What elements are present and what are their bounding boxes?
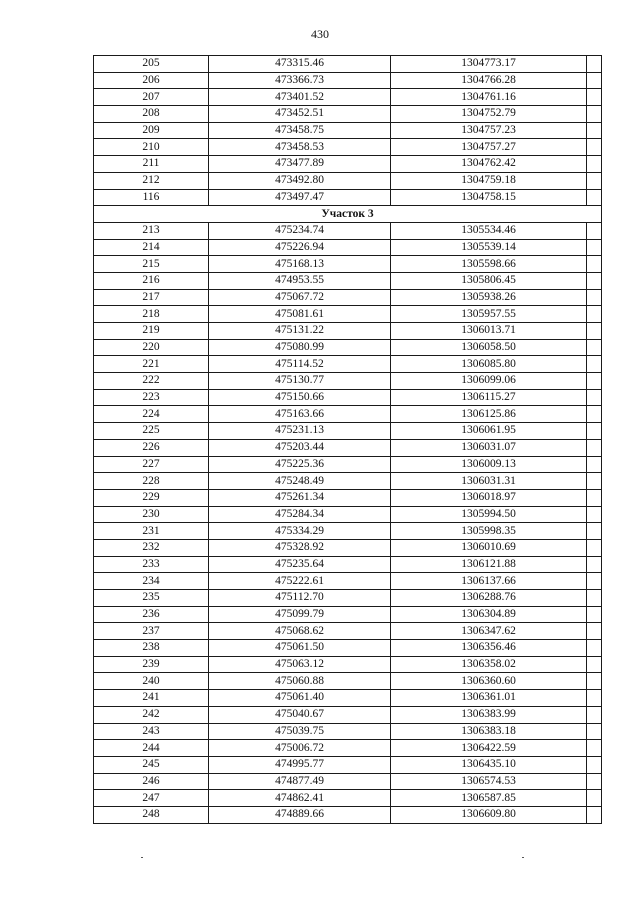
empty-cell	[587, 539, 602, 556]
x-coordinate-cell: 473477.89	[209, 156, 391, 173]
x-coordinate-cell: 473315.46	[209, 56, 391, 73]
section-header-row	[94, 206, 602, 223]
y-coordinate-cell: 1306361.01	[391, 690, 587, 707]
empty-cell	[587, 506, 602, 523]
y-coordinate-cell: 1306574.53	[391, 773, 587, 790]
empty-cell	[587, 156, 602, 173]
y-coordinate-cell: 1306018.97	[391, 489, 587, 506]
page-number: 430	[311, 27, 329, 41]
point-number-cell: 209	[94, 122, 209, 139]
table-row	[94, 706, 602, 723]
table-row	[94, 256, 602, 273]
point-number-cell: 216	[94, 272, 209, 289]
point-number-cell: 207	[94, 89, 209, 106]
y-coordinate-cell: 1306031.07	[391, 439, 587, 456]
point-number-cell: 227	[94, 456, 209, 473]
point-number-cell: 231	[94, 523, 209, 540]
point-number-cell: 215	[94, 256, 209, 273]
y-coordinate-cell: 1304762.42	[391, 156, 587, 173]
y-coordinate-cell: 1304758.15	[391, 189, 587, 206]
scan-speck	[522, 857, 524, 858]
x-coordinate-cell: 475328.92	[209, 539, 391, 556]
empty-cell	[587, 606, 602, 623]
x-coordinate-cell: 475081.61	[209, 306, 391, 323]
point-number-cell: 225	[94, 423, 209, 440]
y-coordinate-cell: 1306121.88	[391, 556, 587, 573]
point-number-cell: 206	[94, 72, 209, 89]
table-row	[94, 89, 602, 106]
empty-cell	[587, 272, 602, 289]
x-coordinate-cell: 475067.72	[209, 289, 391, 306]
x-coordinate-cell: 475080.99	[209, 339, 391, 356]
x-coordinate-cell: 475234.74	[209, 222, 391, 239]
table-row	[94, 289, 602, 306]
x-coordinate-cell: 475226.94	[209, 239, 391, 256]
point-number-cell: 243	[94, 723, 209, 740]
table-row	[94, 523, 602, 540]
empty-cell	[587, 573, 602, 590]
x-coordinate-cell: 475114.52	[209, 356, 391, 373]
y-coordinate-cell: 1306347.62	[391, 623, 587, 640]
empty-cell	[587, 406, 602, 423]
y-coordinate-cell: 1306013.71	[391, 323, 587, 340]
x-coordinate-cell: 475061.40	[209, 690, 391, 707]
point-number-cell: 228	[94, 473, 209, 490]
x-coordinate-cell: 475163.66	[209, 406, 391, 423]
x-coordinate-cell: 473458.53	[209, 139, 391, 156]
x-coordinate-cell: 475061.50	[209, 640, 391, 657]
x-coordinate-cell: 475203.44	[209, 439, 391, 456]
point-number-cell: 246	[94, 773, 209, 790]
point-number-cell: 214	[94, 239, 209, 256]
x-coordinate-cell: 473492.80	[209, 172, 391, 189]
table-row	[94, 106, 602, 123]
y-coordinate-cell: 1304766.28	[391, 72, 587, 89]
y-coordinate-cell: 1306031.31	[391, 473, 587, 490]
y-coordinate-cell: 1306587.85	[391, 790, 587, 807]
empty-cell	[587, 239, 602, 256]
point-number-cell: 234	[94, 573, 209, 590]
y-coordinate-cell: 1305938.26	[391, 289, 587, 306]
table-row	[94, 556, 602, 573]
table-row	[94, 590, 602, 607]
empty-cell	[587, 806, 602, 823]
x-coordinate-cell: 474862.41	[209, 790, 391, 807]
x-coordinate-cell: 473458.75	[209, 122, 391, 139]
table-row	[94, 606, 602, 623]
x-coordinate-cell: 475225.36	[209, 456, 391, 473]
point-number-cell: 213	[94, 222, 209, 239]
point-number-cell: 238	[94, 640, 209, 657]
x-coordinate-cell: 475261.34	[209, 489, 391, 506]
table-row	[94, 473, 602, 490]
x-coordinate-cell: 474889.66	[209, 806, 391, 823]
y-coordinate-cell: 1305534.46	[391, 222, 587, 239]
point-number-cell: 237	[94, 623, 209, 640]
table-row	[94, 222, 602, 239]
point-number-cell: 248	[94, 806, 209, 823]
table-row	[94, 573, 602, 590]
y-coordinate-cell: 1306609.80	[391, 806, 587, 823]
table-row	[94, 389, 602, 406]
table-row	[94, 806, 602, 823]
empty-cell	[587, 740, 602, 757]
y-coordinate-cell: 1306435.10	[391, 756, 587, 773]
point-number-cell: 217	[94, 289, 209, 306]
y-coordinate-cell: 1305994.50	[391, 506, 587, 523]
point-number-cell: 211	[94, 156, 209, 173]
empty-cell	[587, 773, 602, 790]
x-coordinate-cell: 475235.64	[209, 556, 391, 573]
empty-cell	[587, 790, 602, 807]
table-row	[94, 756, 602, 773]
empty-cell	[587, 56, 602, 73]
y-coordinate-cell: 1306288.76	[391, 590, 587, 607]
y-coordinate-cell: 1306061.95	[391, 423, 587, 440]
empty-cell	[587, 590, 602, 607]
x-coordinate-cell: 475068.62	[209, 623, 391, 640]
point-number-cell: 219	[94, 323, 209, 340]
empty-cell	[587, 556, 602, 573]
empty-cell	[587, 456, 602, 473]
y-coordinate-cell: 1306115.27	[391, 389, 587, 406]
empty-cell	[587, 339, 602, 356]
y-coordinate-cell: 1306383.18	[391, 723, 587, 740]
table-row	[94, 656, 602, 673]
point-number-cell: 232	[94, 539, 209, 556]
point-number-cell: 247	[94, 790, 209, 807]
y-coordinate-cell: 1306422.59	[391, 740, 587, 757]
y-coordinate-cell: 1305598.66	[391, 256, 587, 273]
point-number-cell: 241	[94, 690, 209, 707]
x-coordinate-cell: 474953.55	[209, 272, 391, 289]
empty-cell	[587, 756, 602, 773]
table-row	[94, 189, 602, 206]
empty-cell	[587, 106, 602, 123]
table-row	[94, 439, 602, 456]
table-row	[94, 356, 602, 373]
point-number-cell: 212	[94, 172, 209, 189]
y-coordinate-cell: 1305806.45	[391, 272, 587, 289]
table-row	[94, 406, 602, 423]
x-coordinate-cell: 475131.22	[209, 323, 391, 340]
x-coordinate-cell: 475150.66	[209, 389, 391, 406]
table-row	[94, 423, 602, 440]
empty-cell	[587, 473, 602, 490]
y-coordinate-cell: 1306085.80	[391, 356, 587, 373]
y-coordinate-cell: 1306010.69	[391, 539, 587, 556]
y-coordinate-cell: 1306058.50	[391, 339, 587, 356]
y-coordinate-cell: 1304773.17	[391, 56, 587, 73]
table-row	[94, 139, 602, 156]
point-number-cell: 223	[94, 389, 209, 406]
table-row	[94, 623, 602, 640]
table-row	[94, 723, 602, 740]
table-row	[94, 673, 602, 690]
point-number-cell: 245	[94, 756, 209, 773]
point-number-cell: 235	[94, 590, 209, 607]
table-row	[94, 306, 602, 323]
y-coordinate-cell: 1306358.02	[391, 656, 587, 673]
x-coordinate-cell: 475006.72	[209, 740, 391, 757]
x-coordinate-cell: 475063.12	[209, 656, 391, 673]
empty-cell	[587, 640, 602, 657]
point-number-cell: 233	[94, 556, 209, 573]
empty-cell	[587, 222, 602, 239]
y-coordinate-cell: 1306009.13	[391, 456, 587, 473]
table-row	[94, 122, 602, 139]
x-coordinate-cell: 475130.77	[209, 373, 391, 390]
table-row	[94, 640, 602, 657]
x-coordinate-cell: 473366.73	[209, 72, 391, 89]
x-coordinate-cell: 473497.47	[209, 189, 391, 206]
y-coordinate-cell: 1306137.66	[391, 573, 587, 590]
empty-cell	[587, 373, 602, 390]
empty-cell	[587, 423, 602, 440]
table-row	[94, 272, 602, 289]
empty-cell	[587, 439, 602, 456]
table-row	[94, 790, 602, 807]
table-row	[94, 539, 602, 556]
point-number-cell: 220	[94, 339, 209, 356]
y-coordinate-cell: 1305539.14	[391, 239, 587, 256]
x-coordinate-cell: 475334.29	[209, 523, 391, 540]
y-coordinate-cell: 1304752.79	[391, 106, 587, 123]
empty-cell	[587, 323, 602, 340]
y-coordinate-cell: 1304757.27	[391, 139, 587, 156]
empty-cell	[587, 706, 602, 723]
point-number-cell: 116	[94, 189, 209, 206]
y-coordinate-cell: 1306356.46	[391, 640, 587, 657]
x-coordinate-cell: 475168.13	[209, 256, 391, 273]
x-coordinate-cell: 475222.61	[209, 573, 391, 590]
point-number-cell: 218	[94, 306, 209, 323]
empty-cell	[587, 656, 602, 673]
empty-cell	[587, 673, 602, 690]
empty-cell	[587, 139, 602, 156]
x-coordinate-cell: 475231.13	[209, 423, 391, 440]
table-row	[94, 239, 602, 256]
table-row	[94, 172, 602, 189]
point-number-cell: 222	[94, 373, 209, 390]
table-row	[94, 773, 602, 790]
point-number-cell: 210	[94, 139, 209, 156]
point-number-cell: 226	[94, 439, 209, 456]
x-coordinate-cell: 475248.49	[209, 473, 391, 490]
point-number-cell: 205	[94, 56, 209, 73]
point-number-cell: 236	[94, 606, 209, 623]
point-number-cell: 240	[94, 673, 209, 690]
empty-cell	[587, 289, 602, 306]
point-number-cell: 208	[94, 106, 209, 123]
y-coordinate-cell: 1304757.23	[391, 122, 587, 139]
table-row	[94, 690, 602, 707]
empty-cell	[587, 523, 602, 540]
empty-cell	[587, 72, 602, 89]
table-row	[94, 740, 602, 757]
empty-cell	[587, 690, 602, 707]
table-row	[94, 56, 602, 73]
y-coordinate-cell: 1304759.18	[391, 172, 587, 189]
x-coordinate-cell: 475112.70	[209, 590, 391, 607]
scan-speck	[141, 857, 143, 858]
point-number-cell: 239	[94, 656, 209, 673]
x-coordinate-cell: 474877.49	[209, 773, 391, 790]
x-coordinate-cell: 474995.77	[209, 756, 391, 773]
empty-cell	[587, 623, 602, 640]
x-coordinate-cell: 475060.88	[209, 673, 391, 690]
coordinates-table-body	[94, 56, 602, 824]
table-row	[94, 373, 602, 390]
empty-cell	[587, 172, 602, 189]
table-row	[94, 72, 602, 89]
y-coordinate-cell: 1304761.16	[391, 89, 587, 106]
point-number-cell: 221	[94, 356, 209, 373]
y-coordinate-cell: 1306383.99	[391, 706, 587, 723]
y-coordinate-cell: 1306304.89	[391, 606, 587, 623]
empty-cell	[587, 189, 602, 206]
point-number-cell: 229	[94, 489, 209, 506]
x-coordinate-cell: 475039.75	[209, 723, 391, 740]
y-coordinate-cell: 1306125.86	[391, 406, 587, 423]
table-row	[94, 506, 602, 523]
x-coordinate-cell: 475284.34	[209, 506, 391, 523]
empty-cell	[587, 122, 602, 139]
y-coordinate-cell: 1305998.35	[391, 523, 587, 540]
coordinates-table	[93, 55, 602, 824]
point-number-cell: 244	[94, 740, 209, 757]
table-row	[94, 156, 602, 173]
x-coordinate-cell: 473452.51	[209, 106, 391, 123]
y-coordinate-cell: 1305957.55	[391, 306, 587, 323]
point-number-cell: 242	[94, 706, 209, 723]
empty-cell	[587, 256, 602, 273]
table-row	[94, 456, 602, 473]
empty-cell	[587, 356, 602, 373]
point-number-cell: 230	[94, 506, 209, 523]
x-coordinate-cell: 475040.67	[209, 706, 391, 723]
table-row	[94, 323, 602, 340]
x-coordinate-cell: 475099.79	[209, 606, 391, 623]
section-title: Участок 3	[94, 206, 602, 223]
y-coordinate-cell: 1306099.06	[391, 373, 587, 390]
empty-cell	[587, 306, 602, 323]
empty-cell	[587, 489, 602, 506]
empty-cell	[587, 723, 602, 740]
table-row	[94, 339, 602, 356]
table-row	[94, 489, 602, 506]
point-number-cell: 224	[94, 406, 209, 423]
y-coordinate-cell: 1306360.60	[391, 673, 587, 690]
empty-cell	[587, 89, 602, 106]
x-coordinate-cell: 473401.52	[209, 89, 391, 106]
empty-cell	[587, 389, 602, 406]
